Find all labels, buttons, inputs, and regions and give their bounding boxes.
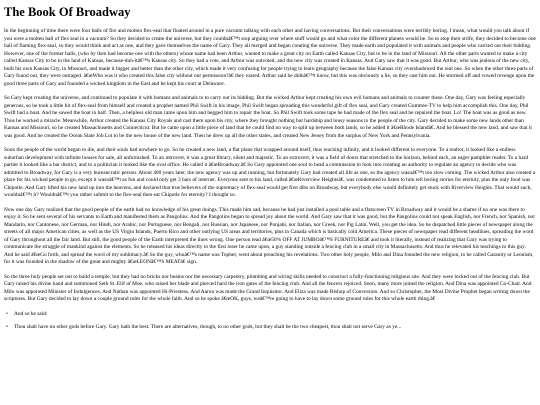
paragraph: In the beginning of time there were four balls of fire and molten flex-seal that floated around in a pure vacuum talking with each other and having conversations. But their conversations were terribly boring. I mean, what would you talk about if you were a molten ball of flex seal in a vacuum? So they decided to create the universe, but they couldnâ€™t stop arguing over where stuff would go and what color the different planets would be. So to stop their strife, they decided to become one ball of flaming flex-seal, so they would think and act as one, and they gave themselves the name of Gary. They all merged and began creating the universe. They made earth and populated it with animals and people who carried out their bidding. However, one of the former balls, (who by then had become one with the others) whose name had been Arthur, wanted to make a great city on Earth called Kansas City, but to be in the land of Missouri. All the other parts wanted to make a city called Kansas City to be in the land of Kansas, because-duh-itâ€™s Kansas city. So they had a vote, and Arthur was outvoted, and the new city was created in Kansas. And Gary saw that it was good. But Arthur, who was jealous of the new city, built his own Kansas City, in Missouri, and made it bigger and better than the other city, which made it very confusing for people trying to learn geography because the false Kansas city overshadowed the real one. So when the other three parts of Gary found out, they were outraged. â€œWho was it who created this false city without our permission?â€ they roared. Arthur said he didnâ€™t know, but this was obviously a lie, so they cast him out. He stormed off and vowed revenge upon the good three parts of Gary and founded a wicked kingdom in the East and he kept his court at Delaware.: [4, 28, 536, 87]
bullet-icon: •: [6, 324, 8, 330]
list-item: [6, 324, 536, 332]
list-item-text: And so he said:: [14, 310, 48, 317]
commandments-list: [4, 311, 536, 332]
list-item-text: Thou shalt have no other gods before Gary. Gary hath the best. There are alternatives, though, to no other gods, but they shalt be the two cheapest, thou shalt not serve Gary as ye...: [14, 324, 402, 330]
paragraph: So Gary kept creating the universe, and continued to populate it with humans and animals to to carry out its bidding. But the wicked Arthur kept creating his own evil humans and animals to counter these. One day, Gary was feeling especially generous, so he took a little bit of flex-seal from himself and created a prophet named Phil Swift in his image. Phil Swift began spreading this wonderful gift of flex seal, and Gary created Gumtree-TV to help him accomplish this. One day, Phil Swift had a boat. And he sawed the boat in half. Then, a helpless old man came upon him and begged him to repair the boat. So Phil Swift took some tape he had made of the flex seal and he repaired the boat. Lo! The boat was as good as new. Thus he worked a miracle. Meanwhile, Arthur created the Kansas City Royals and cast them upon his city, where they brought nothing but hardship and lousy seasons to the people of the city. Gary decided to make some new lands other than Kansas and Missouri, so he created Massachusetts and Connecticut. But he came upon a little piece of land that he could find no way to split up between both lands, so he added it â€œRhode Islandâ€. And he blessed the new land, and saw that it was good. And he created the Ocean State Job Lot to be the new house of the new land. Then he drew up all the other states, and created New Jersey from the surplus of New York and Pennsylvania.: [4, 95, 532, 139]
page-title: The Book Of Broadway: [4, 5, 131, 19]
paragraph: Now one day Gary realized that the good people of the earth had no knowledge of his great doings. This made him sad, because he had just installed a pool table and a flatscreen TV in Broadway and it would be a shame if no one was there to enjoy it. So he sent several of his servants to Earth and manifested them as Pangolins. And the Pangolins began to spread joy about the world. And Gary saw that it was good, but the Pangolins could not speak English, nor French, nor Spanish, nor Mandarin, nor Cantonese, nor German, nor Hindi, nor Arabic, nor Portuguese, nor Bengali, nor Russian, nor Japanese, nor Punjabi, nor Italian, nor Greek, nor Pig Latin. Well, you get the idea. So he dispatched little pieces of newspaper along the streets of all major American cities, as well as the US Virgin Islands, Puerto Rico and other outlying US areas and territories, plus in Canada which is basically cold America. These pieces of newspaper read different headlines, spreading the word of Gary throughout all the fair land. But still, the good people of the Earth interpreted the lines wrong. One person read â€œ50% OFF AT JUMBOâ€™S FURNITUREâ€ and took it literally, instead of realizing that Gary was trying to communicate the struggle of mankind against the elements. So he released his ideas directly to the first loser he came upon, a guy standing outside a fencing club in a small city in Massachusetts. And thus he relevated his teachings to this guy. And he said â€œGo forth, and spread the word of my sublimacy.â€ So the guy, whoâ€™s name was Topher, went about preaching his revelations. Two other holy people, Milo and Dina founded the new religion, to be called Garanity or Leonism, for it was founded in the shadow of the great and mighty â€œLEONâ€™S MEATâ€ sign.: [4, 206, 536, 265]
bullet-icon: •: [6, 310, 8, 317]
paragraph: Soon the people of the world began to die, and their souls had nowhere to go. So he created a new land, a flat plane that wrapped around itself, thus reaching infinity, and it looked different to everyone. To a realtor, it looked like a endless suburban development with infinite houses for sale, all unfurnished. To an introvert, it was a great library, silent and majestic. To an extrovert, it was a field of doors that stretched to the horizon, behind each, an eager pamphlet reader. To a hard partier it looked like a bar district, and to a politician it looked like the oval office. He called it â€œBroadway.â€ So Gary appointed one soul to head a commission to look into creating an authority to regulate an agency to decide who was admitted to Broadway, for Gary is a very bureaucratic person. About 400 years later, the new agency was up and running, but fortunately Gary had created all life as one, so the agency wasnâ€™t too slow coming. The wicked Arthur also created a place for his wicked people to go, except it wasnâ€™t as fun and could only get 3 bars of internet. Everyone sent to his land, called â€œRiverview Heightsâ€, was condemned to listen to him tell boring stories for eternity, plus the only food was Chipotle. And Gary lifted his new land up into the heavens, and declared that true believers of the supremacy of flex-seal would get first dibs on Broadway, but everybody else would definitely get stuck with Riverview Heights. That would suck, wouldnâ€™t it? Wouldnâ€™t you rather submit to the flex-seal then eat Chipotle for eternity? I thought so.: [4, 147, 536, 198]
list-item: [6, 310, 536, 319]
paragraph: So the three holy people set out to build a temple, but they had no bricks nor beams nor the necessary carpentry, plumbing and wiring skills needed to construct a fully-functioning religious site. And they were locked out of the fencing club. But Gary raised his divine hand and summoned Seth St. Elif of Moe, who raised her blade and pierced hard the iron gates of the fencing club. And all the fencers rejoiced. Soon, many more joined the religion. And Dina was appointed Co-Chair. And Milo was appointed Minister of Indulgences. And Nathan was appointed Hi-Priestess. And Aaron was made the Grand Inquisitor. And Eliza was made Bishop of Conversion. And so Christopher, the Most Divine Prophet began writing down the scriptures. But Gary decided to lay down a couple ground rules for the whole faith. And so he spoke â€œOK, guys, weâ€™re going to have to lay down some ground rules for this whole earth thing.â€: [4, 273, 532, 302]
